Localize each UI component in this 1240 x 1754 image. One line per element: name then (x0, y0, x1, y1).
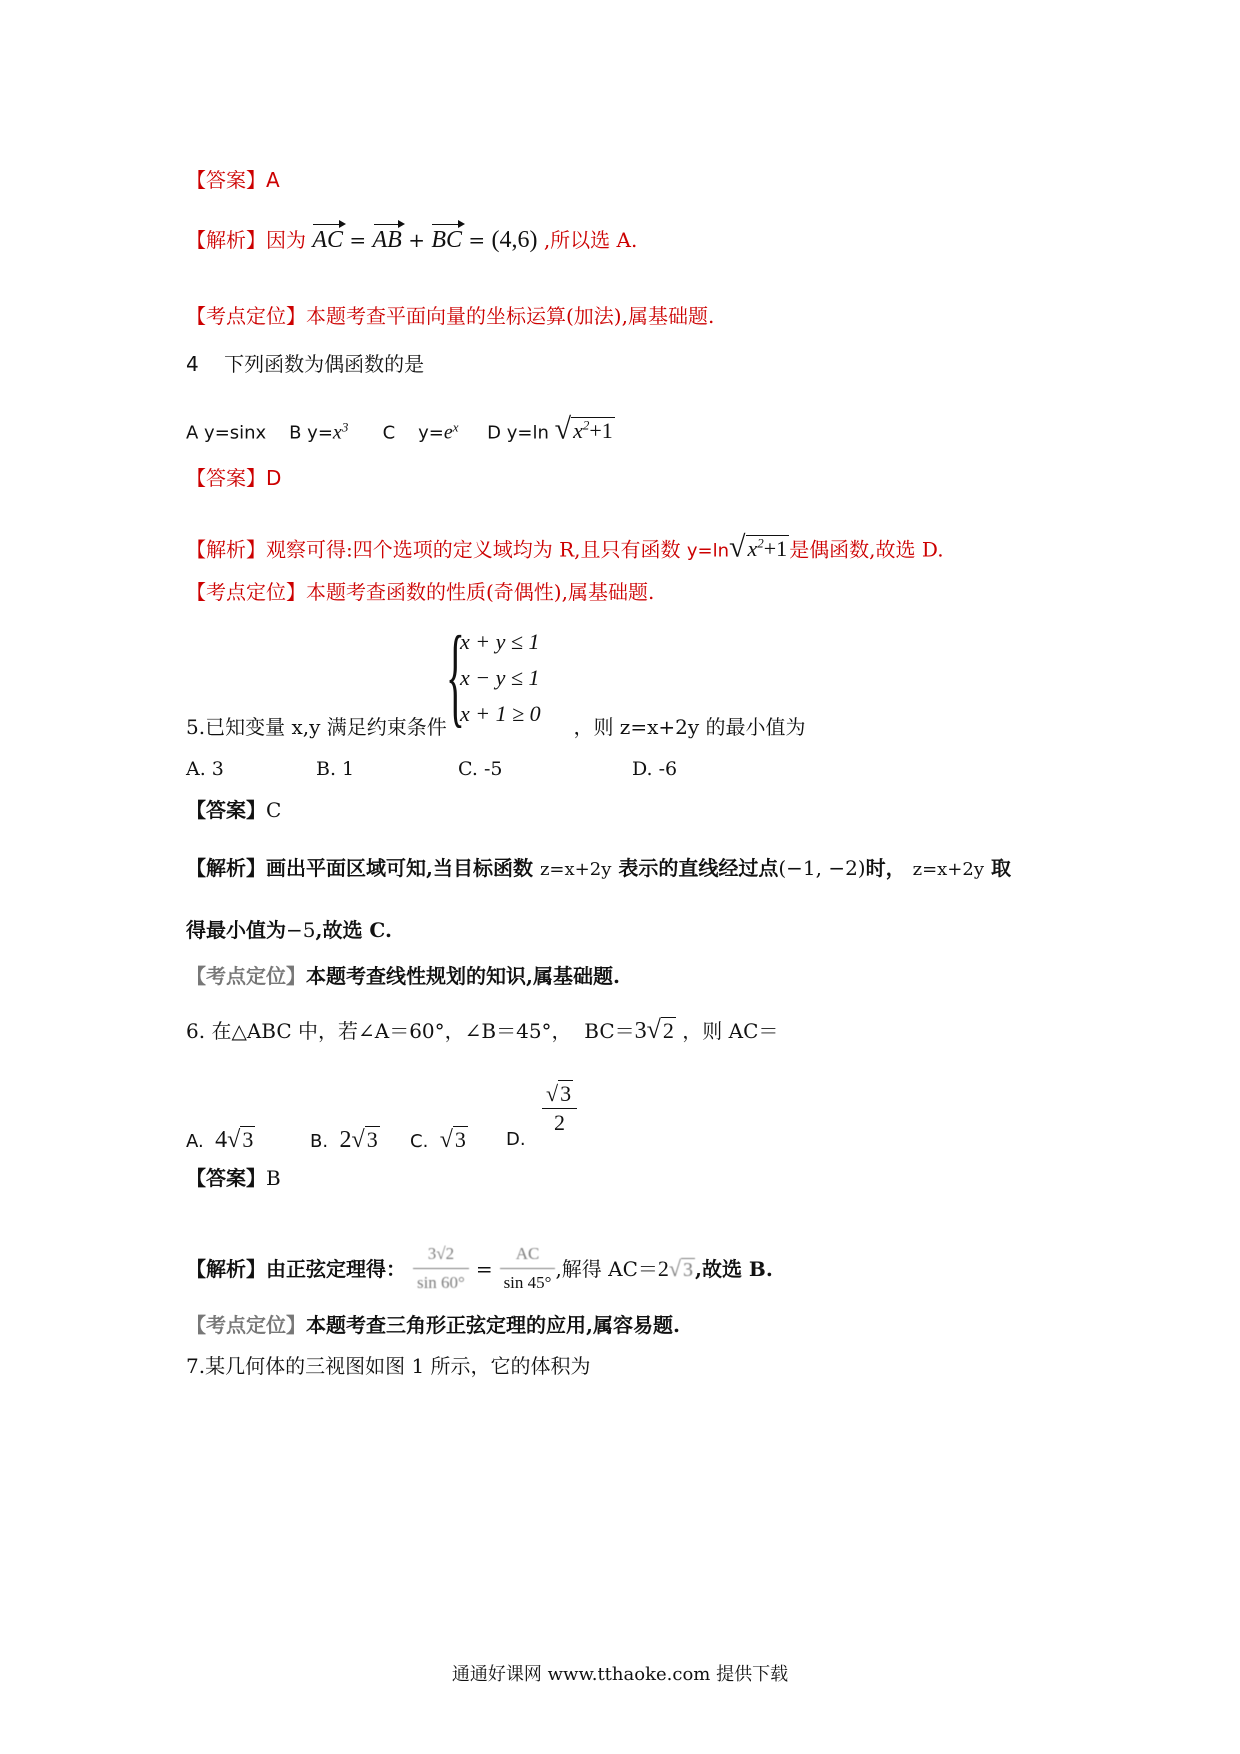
option-b-prefix: B y= (289, 422, 333, 444)
constraint-1: x + y ≤ 1 (460, 629, 540, 654)
option-b-base: x (332, 421, 342, 444)
kaodian-tag: 【考点定位】 (186, 1313, 306, 1337)
analysis-fn: y=ln (686, 540, 730, 562)
equals-sign: = (475, 1257, 493, 1281)
analysis-suffix: ,故选 B. (695, 1257, 773, 1281)
kaodian-text: 本题考查平面向量的坐标运算(加法),属基础题. (306, 304, 715, 328)
q6-stem (186, 1016, 778, 1045)
q5-options (186, 755, 677, 783)
radicand: $x^2+1$ (747, 536, 788, 562)
constraint-3: x + 1 ≥ 0 (460, 701, 541, 726)
option-c-label: C (382, 422, 396, 444)
plus-sign: + (408, 228, 425, 252)
sqrt-expression (729, 530, 789, 563)
analysis-suffix: ,所以选 A. (543, 228, 638, 252)
kaodian-text: 本题考查线性规划的知识,属基础题. (306, 964, 620, 988)
analysis-tag: 【解析】 (186, 856, 266, 880)
sqrt-expression (555, 412, 615, 447)
option-c-base: e (443, 421, 453, 444)
option-b-exp: 3 (341, 419, 349, 435)
option-d-prefix: D y=ln (487, 422, 549, 444)
answer-tag: 【答案】 (186, 798, 266, 822)
brace-icon: { (446, 614, 465, 738)
analysis-text: 由正弦定理得： (266, 1257, 406, 1281)
option-b: B. 2√3 (310, 1127, 378, 1153)
answer-tag: 【答案】 (186, 466, 266, 490)
q3-kaodian (186, 302, 714, 330)
q5-stem (186, 713, 806, 741)
equals-sign: = (468, 228, 486, 252)
q5-answer (186, 796, 281, 824)
kaodian-text: 本题考查三角形正弦定理的应用,属容易题. (306, 1313, 680, 1337)
option-c-prefix: y= (418, 422, 444, 444)
answer-tag: 【答案】 (186, 1166, 266, 1190)
question-text: 下列函数为偶函数的是 (224, 352, 425, 376)
analysis-tag: 【解析】 (186, 537, 266, 562)
option-a: A. 4√3 (186, 1127, 254, 1153)
analysis-text-g: 取 (990, 856, 1011, 880)
answer-tag: 【答案】 (186, 168, 266, 192)
q5-analysis-line1 (186, 854, 1011, 884)
analysis-text-c: 表示的直线经过点 (618, 856, 779, 880)
question-text: 7.某几何体的三视图如图 1 所示，它的体积为 (186, 1354, 591, 1378)
answer-coef: 2 (657, 1256, 669, 1281)
vector-ab: AB (373, 222, 402, 254)
radical-sign: √ (729, 530, 746, 564)
q4-stem (186, 350, 424, 378)
q6-kaodian (186, 1311, 680, 1339)
analysis-text: 观察可得:四个选项的定义域均为 R,且只有函数 (266, 537, 681, 562)
q4-kaodian (186, 578, 654, 606)
stem-bc: BC＝ (584, 1019, 635, 1043)
constraint-2: x − y ≤ 1 (460, 665, 540, 690)
option-d: D. -6 (632, 758, 678, 780)
analysis-text-a: 画出平面区域可知,当目标函数 (266, 856, 533, 880)
answer-value: B (266, 1166, 281, 1190)
stem-prefix: 6. 在△ABC 中，若∠A＝60°，∠B＝45°， (186, 1019, 572, 1043)
bc-coef: 3 (634, 1018, 647, 1044)
analysis-mid: ,解得 AC＝ (555, 1257, 658, 1281)
option-c: C. √3 (410, 1127, 466, 1153)
kaodian-tag: 【考点定位】 (186, 964, 306, 988)
analysis-suffix: 是偶函数,故选 D. (789, 537, 944, 562)
stem-suffix: ，则 z=x+2y 的最小值为 (573, 715, 806, 739)
analysis-tag: 【解析】 (186, 228, 266, 252)
q7-stem (186, 1352, 591, 1380)
bc-sqrt: √2 (646, 1015, 674, 1044)
analysis-tag: 【解析】 (186, 1257, 266, 1281)
equals-sign: = (349, 228, 367, 252)
option-c: C. -5 (458, 758, 503, 780)
q4-answer (186, 464, 281, 492)
analysis-text: 得最小值为 (186, 918, 286, 942)
stem-suffix: ，则 AC＝ (682, 1019, 779, 1043)
answer-sqrt: √ 3 (668, 1256, 693, 1281)
kaodian-text: 本题考查函数的性质(奇偶性),属基础题. (306, 580, 655, 604)
q3-analysis (186, 222, 637, 254)
q3-answer (186, 166, 280, 194)
answer-value: A (266, 168, 280, 192)
option-a: A y=sinx (186, 422, 267, 444)
answer-value: C (266, 798, 282, 822)
point: (−1, −2) (778, 856, 866, 880)
q5-analysis-line2 (186, 916, 392, 944)
coordinate: (4,6) (491, 227, 538, 253)
q5-kaodian (186, 962, 620, 990)
option-c-exp: x (452, 419, 459, 435)
radicand: $x^2+1$ (573, 418, 613, 444)
option-b: B. 1 (316, 758, 355, 780)
analysis-text-e: 时， (865, 856, 906, 880)
kaodian-tag: 【考点定位】 (186, 304, 306, 328)
option-a: A. 3 (186, 758, 224, 780)
objective-fn: z=x+2y (912, 859, 985, 880)
question-number: 4 (186, 352, 199, 376)
vector-bc: BC (431, 222, 462, 254)
analysis-suffix: ,故选 C. (315, 918, 392, 942)
q6-answer (186, 1164, 281, 1192)
page-footer: 通通好课网 www.tthaoke.com 提供下载 (451, 1664, 789, 1685)
q4-analysis (186, 530, 944, 565)
fraction-bc-sin60: $\frac{3√2}{\sin 60^\circ}$ (413, 1240, 469, 1297)
objective-fn: z=x+2y (539, 859, 612, 880)
stem-prefix: 5.已知变量 x,y 满足约束条件 (186, 715, 447, 739)
answer-value: D (266, 466, 282, 490)
option-d-label: D. (506, 1129, 526, 1150)
q4-options (186, 412, 615, 447)
vector-ac: AC (312, 222, 343, 254)
analysis-prefix: 因为 (266, 228, 306, 252)
min-value: −5 (286, 918, 316, 942)
kaodian-tag: 【考点定位】 (186, 580, 306, 604)
q6-analysis (186, 1240, 773, 1292)
radical-sign: √ (554, 412, 572, 446)
option-d-fraction: $\frac{√3}{2}$ (542, 1080, 577, 1137)
fraction-ac-sin45: $\frac{AC}{\sin 45^\circ}$ (500, 1240, 556, 1297)
